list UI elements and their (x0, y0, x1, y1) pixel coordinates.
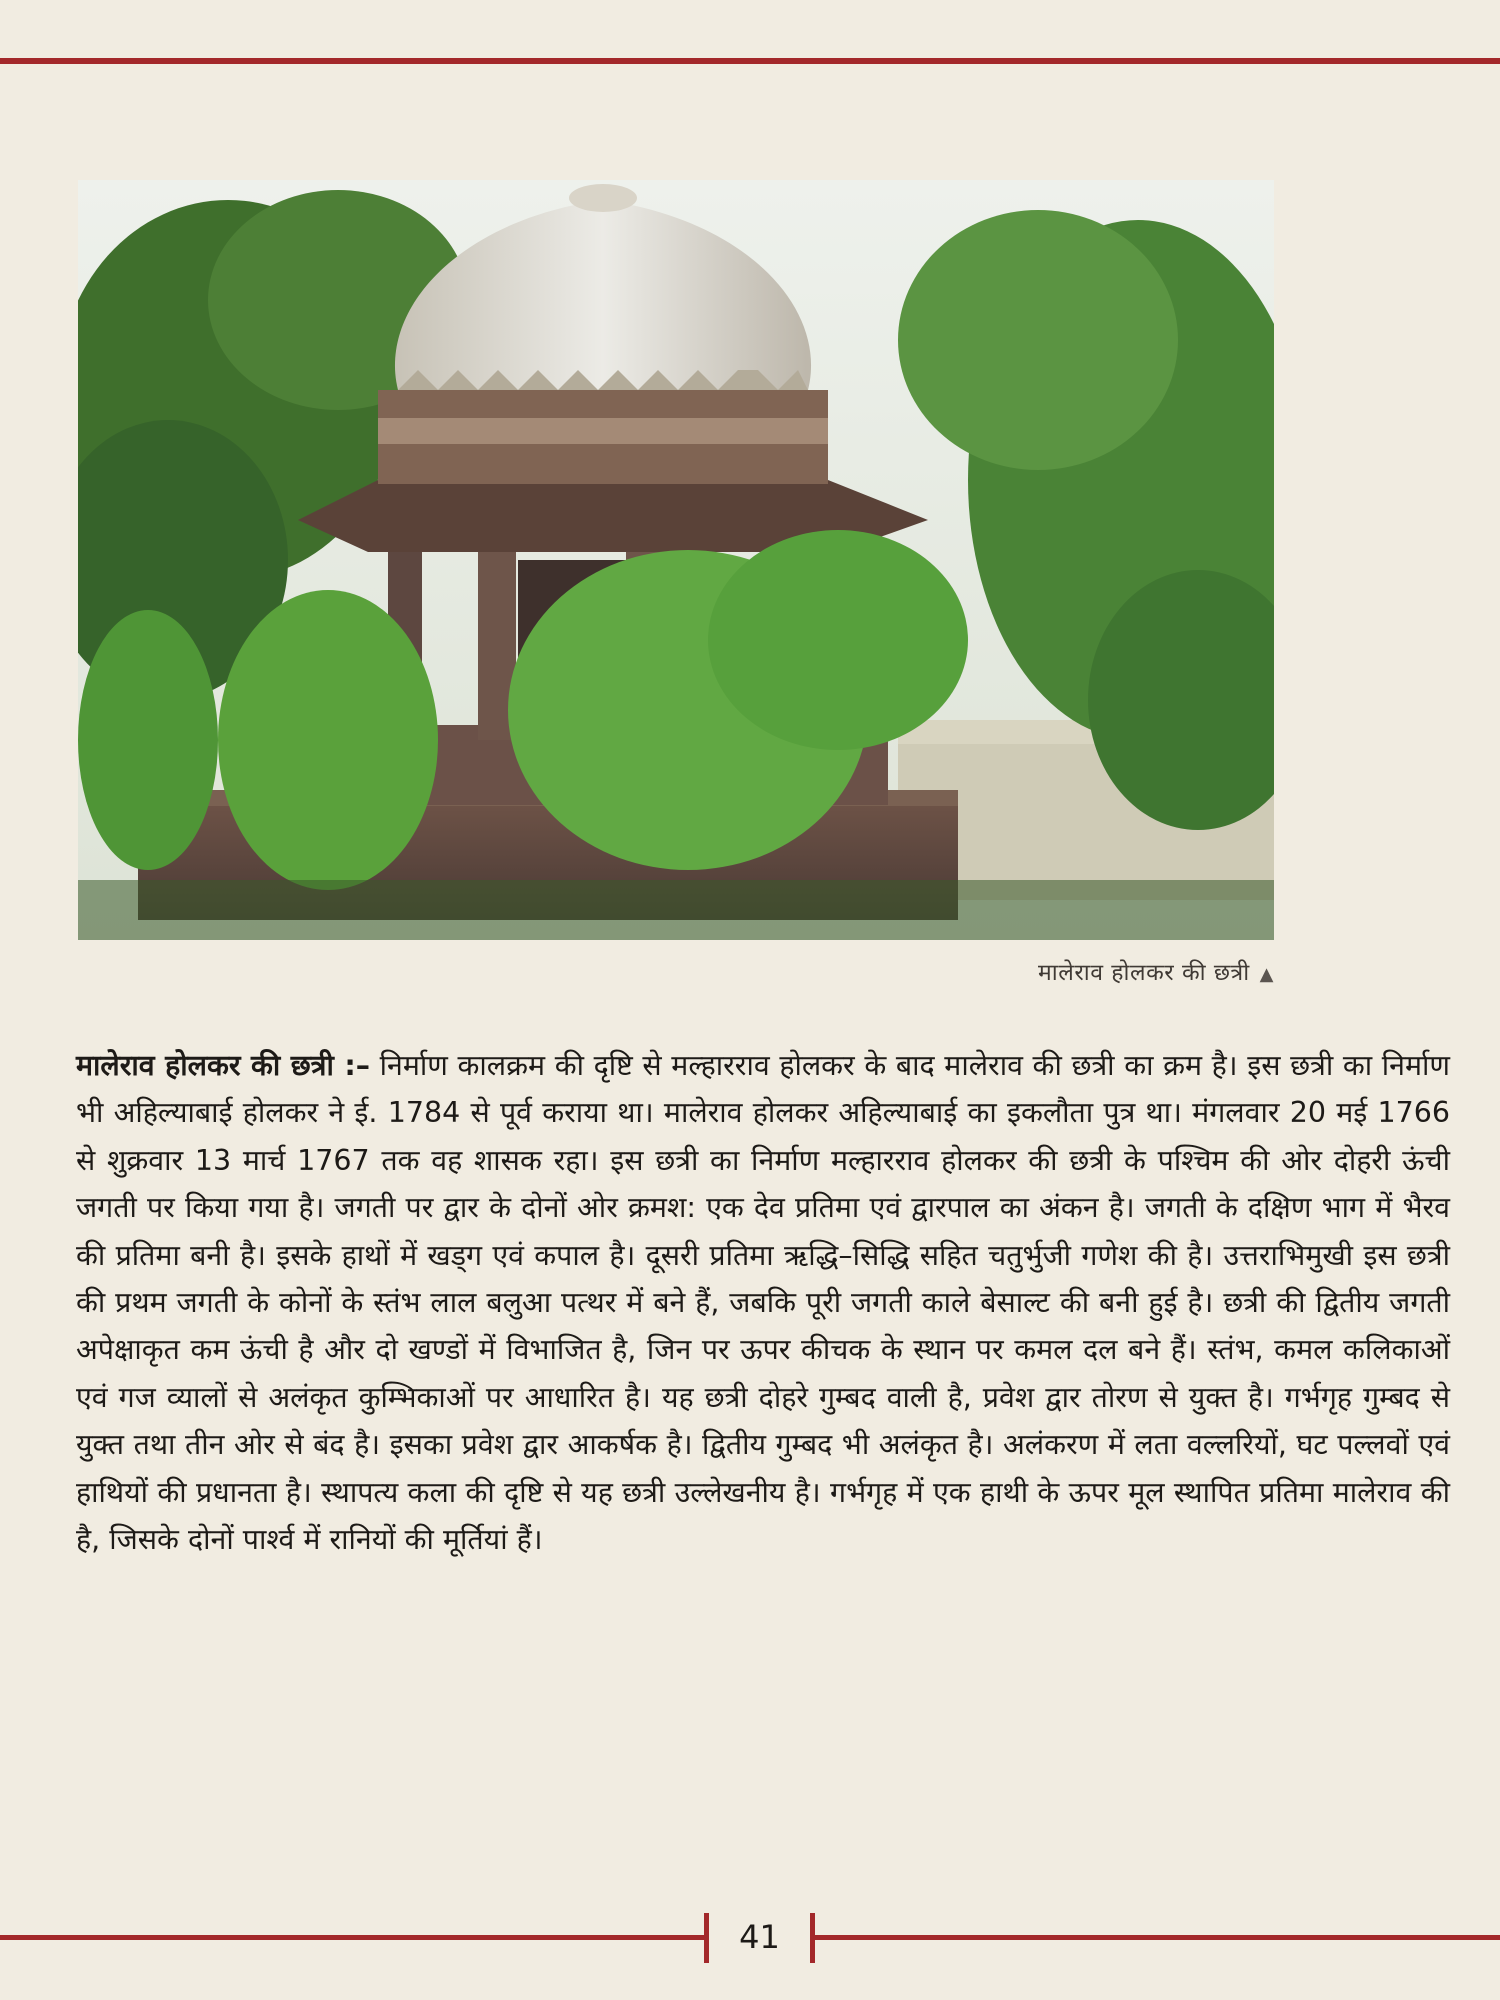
top-rule (0, 58, 1500, 64)
bottom-rule-right (810, 1935, 1500, 1940)
article-body (76, 1042, 1450, 1563)
chhatri-photo (78, 180, 1274, 940)
bottom-rule-left (0, 1935, 708, 1940)
photo-caption (1038, 955, 1274, 987)
page-number: 41 (739, 1918, 780, 1956)
article-heading: मालेराव होलकर की छत्री :– (76, 1049, 371, 1082)
chhatri-illustration (78, 180, 1274, 940)
photo-caption-text: मालेराव होलकर की छत्री (1038, 960, 1250, 986)
caption-triangle-icon: ▲ (1259, 964, 1274, 985)
article-paragraph: निर्माण कालक्रम की दृष्टि से मल्हारराव होलकर के बाद मालेराव की छत्री का क्रम है। इस छत्री का निर्माण भी अहिल्याबाई होलकर ने ई. 1784 से पूर्व कराया था। मालेराव होलकर अहिल्याबाई का इकलौता पुत्र था। मंगलवार 20 मई 1766 से शुक्रवार 13 मार्च 1767 तक वह शासक रहा। इस छत्री का निर्माण मल्हारराव होलकर की छत्री के पश्चिम की ओर दोहरी ऊंची जगती पर किया गया है। जगती पर द्वार के दोनों ओर क्रमश: एक देव प्रतिमा एवं द्वारपाल का अंकन है। जगती के दक्षिण भाग में भैरव की प्रतिमा बनी है। इसके हाथों में खड्ग एवं कपाल है। दूसरी प्रतिमा ऋद्धि–सिद्धि सहित चतुर्भुजी गणेश की है। उत्तराभिमुखी इस छत्री की प्रथम जगती के कोनों के स्तंभ लाल बलुआ पत्थर में बने हैं, जबकि पूरी जगती काले बेसाल्ट की बनी हुई है। छत्री की द्वितीय जगती अपेक्षाकृत कम ऊंची है और दो खण्डों में विभाजित है, जिन पर ऊपर कीचक के स्थान पर कमल दल बने हैं। स्तंभ, कमल कलिकाओं एवं गज व्यालों से अलंकृत कुम्भिकाओं पर आधारित है। यह छत्री दोहरे गुम्बद वाली है, प्रवेश द्वार तोरण से युक्त है। गर्भगृह गुम्बद से युक्त तथा तीन ओर से बंद है। इसका प्रवेश द्वार आकर्षक है। द्वितीय गुम्बद भी अलंकृत है। अलंकरण में लता वल्लरियों, घट पल्लवों एवं हाथियों की प्रधानता है। स्थापत्य कला की दृष्टि से यह छत्री उल्लेखनीय है। गर्भगृह में एक हाथी के ऊपर मूल स्थापित प्रतिमा मालेराव की है, जिसके दोनों पार्श्व में रानियों की मूर्तियां हैं। (76, 1049, 1451, 1557)
